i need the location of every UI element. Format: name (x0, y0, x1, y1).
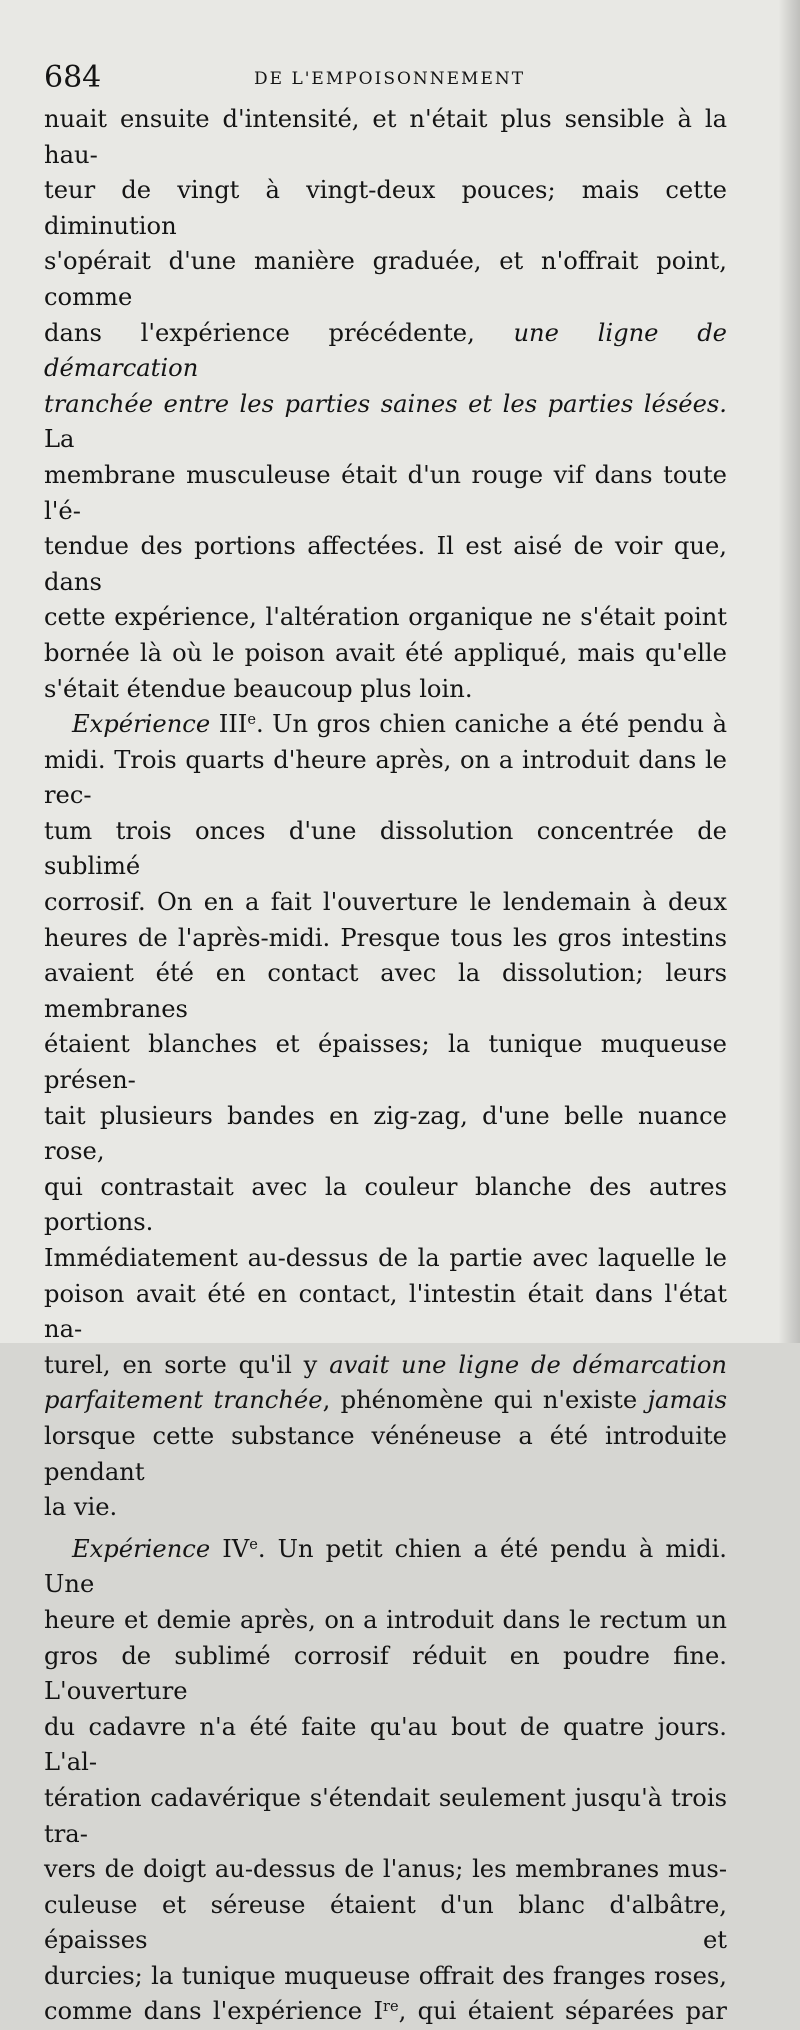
body-text (44, 102, 727, 2030)
text-line (44, 1419, 727, 1490)
text-run: , phénomène qui n'existe (322, 1386, 648, 1415)
text-run: vers de doigt au-dessus de l'anus; les membranes mus- (44, 1855, 727, 1884)
text-run: heure et demie après, on a introduit dans le rectum un (44, 1605, 727, 1634)
italic-text: parfaitement tranchée (44, 1386, 323, 1415)
text-run: teur de vingt à vingt-deux pouces; mais cette diminution (44, 176, 727, 240)
text-run: s'opérait d'une manière graduée, et n'offrait point, comme (44, 247, 727, 311)
text-run: bornée là où le poison avait été appliqué, mais qu'elle (44, 638, 727, 667)
text-line (44, 173, 727, 244)
text-run: . Un gros chien caniche a été pendu à (255, 710, 727, 739)
text-line (44, 600, 727, 636)
text-run: corrosif. On en a fait l'ouverture le lendemain à deux (44, 888, 727, 917)
text-line (44, 1852, 727, 1888)
text-run: Immédiatement au-dessus de la partie avec laquelle le (44, 1244, 727, 1272)
text-run: étaient blanches et épaisses; la tunique muqueuse présen- (44, 1030, 727, 1095)
text-line (44, 636, 727, 672)
italic-text: tranchée entre les parties saines et les parties lésées. (44, 389, 727, 418)
text-run: tendue des portions affectées. Il est aisé de voir que, dans (44, 532, 727, 596)
italic-text: une ligne de démarcation (44, 318, 727, 383)
text-run: IV (210, 1534, 250, 1563)
text-line (44, 885, 727, 921)
text-line (44, 1027, 727, 1098)
text-line (44, 814, 727, 885)
text-run: III (210, 710, 248, 739)
text-run: midi. Trois quarts d'heure après, on a introduit dans le rec- (44, 745, 727, 810)
text-run: la vie. (44, 1493, 118, 1522)
text-run: gros de sublimé corrosif réduit en poudre fine. L'ouverture (44, 1641, 727, 1706)
text-line (44, 387, 727, 458)
text-line (44, 707, 727, 743)
italic-text: Expérience (72, 710, 211, 739)
text-line (44, 1099, 727, 1170)
text-run: dans l'expérience précédente, (44, 318, 514, 347)
italic-text: jamais (647, 1386, 727, 1415)
text-run: nuait ensuite d'intensité, et n'était plus sensible à la hau- (44, 105, 727, 169)
text-line (44, 956, 727, 1027)
text-run: tum trois onces d'une dissolution concentrée de sublimé (44, 816, 727, 881)
text-run: membrane musculeuse était d'un rouge vif dans toute l'é- (44, 460, 727, 525)
text-line (44, 1170, 727, 1241)
text-line (44, 1532, 727, 1603)
text-run: poison avait été en contact, l'intestin était dans l'état na- (44, 1279, 727, 1344)
text-line (44, 1994, 727, 2030)
italic-text: avait une ligne de démarcation (329, 1350, 727, 1379)
text-line (44, 1241, 727, 1277)
text-run: qui contrastait avec la couleur blanche des autres portions. (44, 1172, 727, 1237)
text-line (44, 102, 727, 173)
text-line (44, 1348, 727, 1384)
text-line (44, 1888, 727, 1959)
text-line (44, 1781, 727, 1852)
text-line (44, 1710, 727, 1781)
text-run: tération cadavérique s'étendait seulement jusqu'à trois tra- (44, 1783, 727, 1848)
running-title: DE L'EMPOISONNEMENT (254, 69, 526, 89)
text-run: cette expérience, l'altération organique ne s'était point (44, 603, 727, 632)
text-line (44, 244, 727, 315)
text-run: du cadavre n'a été faite qu'au bout de quatre jours. L'al- (44, 1712, 727, 1777)
text-run: tait plusieurs bandes en zig-zag, d'une belle nuance rose, (44, 1101, 727, 1166)
text-run: s'était étendue beaucoup plus loin. (44, 674, 473, 703)
text-run: , qui étaient séparées par (398, 1997, 727, 2026)
text-run: lorsque cette substance vénéneuse a été introduite pendant (44, 1421, 727, 1486)
text-line (44, 921, 727, 957)
italic-text: Expérience (72, 1534, 211, 1563)
text-run: . Un petit chien a été pendu à midi. Une (44, 1534, 727, 1599)
page-number: 684 (44, 60, 102, 95)
superscript: e (249, 1536, 258, 1553)
text-run: comme dans l'expérience I (44, 1997, 384, 2026)
text-line (44, 672, 727, 708)
text-line (44, 1639, 727, 1710)
superscript: e (247, 712, 256, 729)
text-run: heures de l'après-midi. Presque tous les gros intestins (44, 923, 727, 952)
text-line (44, 458, 727, 529)
text-line (44, 1277, 727, 1348)
page-header (44, 58, 724, 98)
text-run: La (44, 425, 75, 454)
text-line (44, 1959, 727, 1995)
text-run: turel, en sorte qu'il y (44, 1350, 330, 1379)
text-line (44, 1383, 727, 1419)
text-run: avaient été en contact avec la dissolution; leurs membranes (44, 959, 727, 1023)
text-line (44, 1490, 727, 1526)
text-line (44, 1603, 727, 1639)
text-line (44, 743, 727, 814)
text-line (44, 529, 727, 600)
text-line (44, 316, 727, 387)
superscript: re (383, 1999, 399, 2016)
text-run: durcies; la tunique muqueuse offrait des franges roses, (44, 1961, 727, 1990)
text-run: culeuse et séreuse étaient d'un blanc d'albâtre, épaisses et (44, 1890, 727, 1955)
